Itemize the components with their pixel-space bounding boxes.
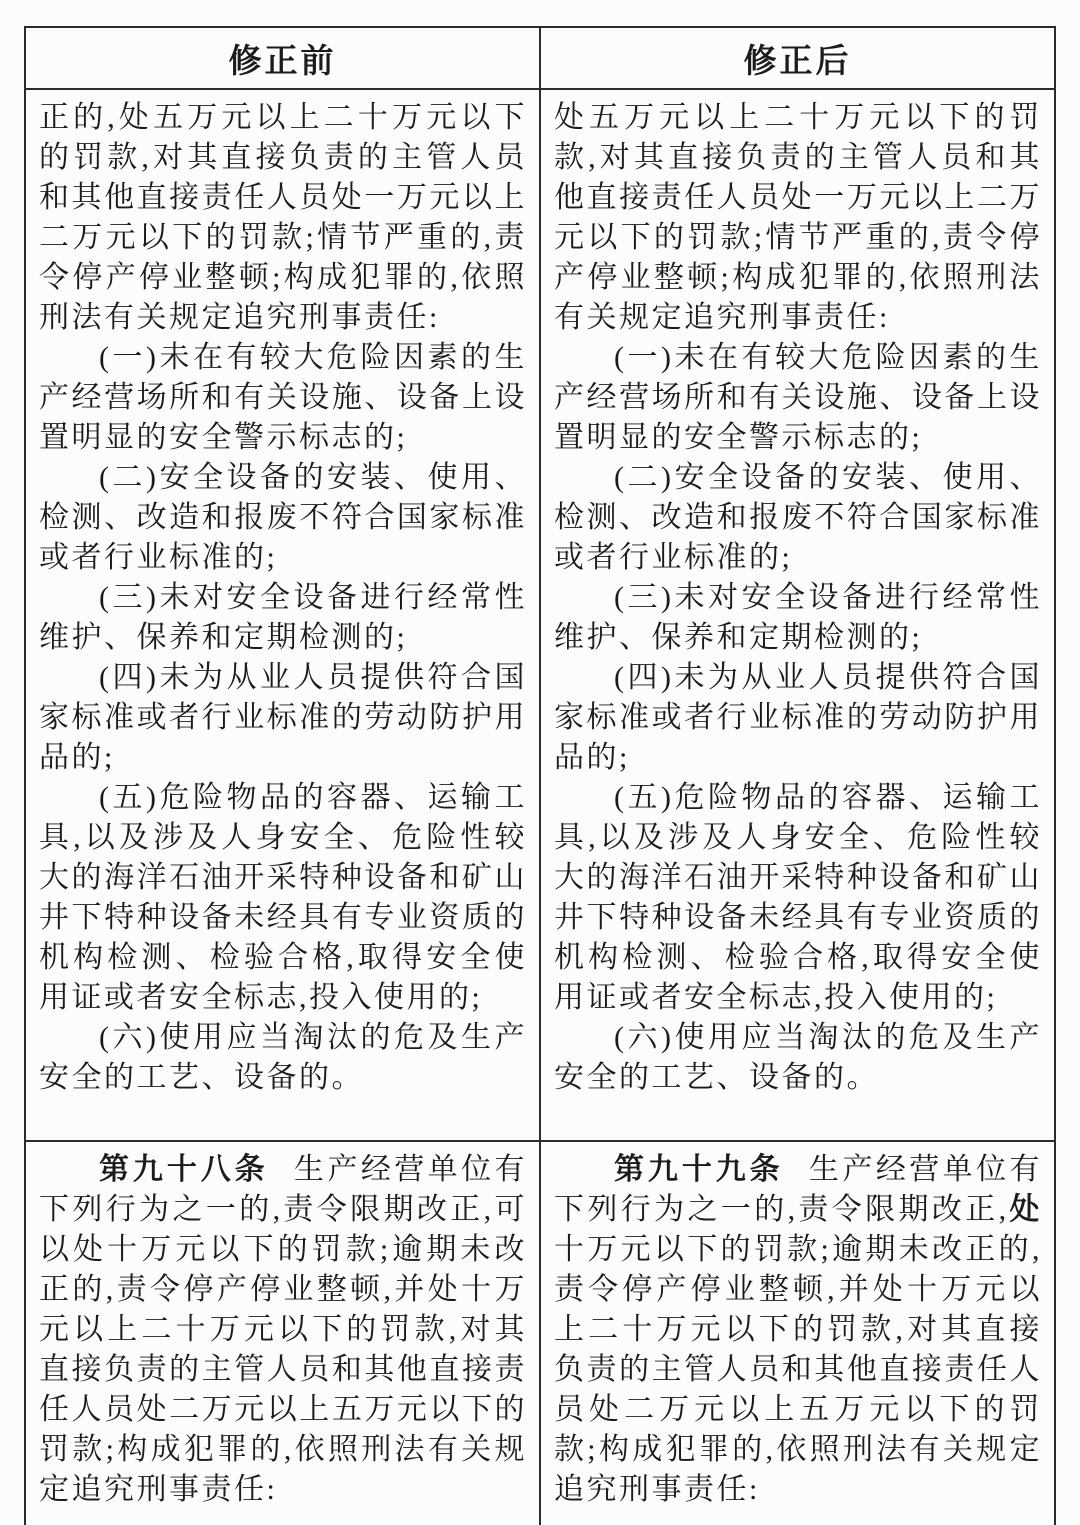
cell-after-article-99 <box>540 1141 1055 1525</box>
list-item-4: (四)未为从业人员提供符合国家标准或者行业标准的劳动防护用品的; <box>39 661 527 774</box>
article-body: 生产经营单位有下列行为之一的,责令限期改正,可以处十万元以下的罚款;逾期未改正的,责令停产停业整顿,并处十万元以上二十万元以下的罚款,对其直接负责的主管人员和其他直接责任人员处二万元以上五万元以下的罚款;构成犯罪的,依照刑法有关规定追究刑事责任: <box>39 1153 528 1506</box>
cell-before-article-98 <box>25 1141 540 1525</box>
paragraph-article <box>39 1150 527 1510</box>
table-header <box>25 27 1055 89</box>
paragraph-penalty-intro: 正的,处五万元以上二十万元以下的罚款,对其直接负责的主管人员和其他直接责任人员处一万元以上二万元以下的罚款;情节严重的,责令停产停业整顿;构成犯罪的,依照刑法有关规定追究刑事责任: <box>39 101 527 334</box>
table-row <box>25 89 1055 1141</box>
list-item-5: (五)危险物品的容器、运输工具,以及涉及人身安全、危险性较大的海洋石油开采特种设备和矿山井下特种设备未经具有专业资质的机构检测、检验合格,取得安全使用证或者安全标志,投入使用的; <box>554 781 1042 1014</box>
list-item-6: (六)使用应当淘汰的危及生产安全的工艺、设备的。 <box>554 1021 1042 1094</box>
paragraph-penalty-intro: 处五万元以上二十万元以下的罚款,对其直接负责的主管人员和其他直接责任人员处一万元以上二万元以下的罚款;情节严重的,责令停产停业整顿;构成犯罪的,依照刑法有关规定追究刑事责任: <box>554 101 1042 334</box>
list-item-6: (六)使用应当淘汰的危及生产安全的工艺、设备的。 <box>39 1021 527 1094</box>
list-item-5: (五)危险物品的容器、运输工具,以及涉及人身安全、危险性较大的海洋石油开采特种设备和矿山井下特种设备未经具有专业资质的机构检测、检验合格,取得安全使用证或者安全标志,投入使用的; <box>39 781 527 1014</box>
column-header-after: 修正后 <box>540 27 1055 89</box>
list-item-1: (一)未在有较大危险因素的生产经营场所和有关设施、设备上设置明显的安全警示标志的; <box>39 341 527 454</box>
list-item-2: (二)安全设备的安装、使用、检测、改造和报废不符合国家标准或者行业标准的; <box>554 461 1042 574</box>
amended-bold-text: 处 <box>1008 1193 1043 1226</box>
list-item-3: (三)未对安全设备进行经常性维护、保养和定期检测的; <box>554 581 1042 654</box>
list-item-2: (二)安全设备的安装、使用、检测、改造和报废不符合国家标准或者行业标准的; <box>39 461 527 574</box>
table-row <box>25 1141 1055 1525</box>
paragraph-article <box>554 1150 1042 1510</box>
article-body-pre: 生产经营单位有下列行为之一的,责令限期改正, <box>554 1153 1043 1226</box>
amendment-comparison-table <box>24 26 1056 1525</box>
cell-after-violations <box>540 89 1055 1141</box>
article-number: 第九十九条 <box>614 1153 784 1186</box>
cell-before-violations <box>25 89 540 1141</box>
list-item-4: (四)未为从业人员提供符合国家标准或者行业标准的劳动防护用品的; <box>554 661 1042 774</box>
header-row <box>25 27 1055 89</box>
list-item-1: (一)未在有较大危险因素的生产经营场所和有关设施、设备上设置明显的安全警示标志的; <box>554 341 1042 454</box>
article-number: 第九十八条 <box>99 1153 269 1186</box>
column-header-before: 修正前 <box>25 27 540 89</box>
article-body-post: 十万元以下的罚款;逾期未改正的,责令停产停业整顿,并处十万元以上二十万元以下的罚款,对其直接负责的主管人员和其他直接责任人员处二万元以上五万元以下的罚款;构成犯罪的,依照刑法有关规定追究刑事责任: <box>554 1233 1042 1506</box>
list-item-3: (三)未对安全设备进行经常性维护、保养和定期检测的; <box>39 581 527 654</box>
